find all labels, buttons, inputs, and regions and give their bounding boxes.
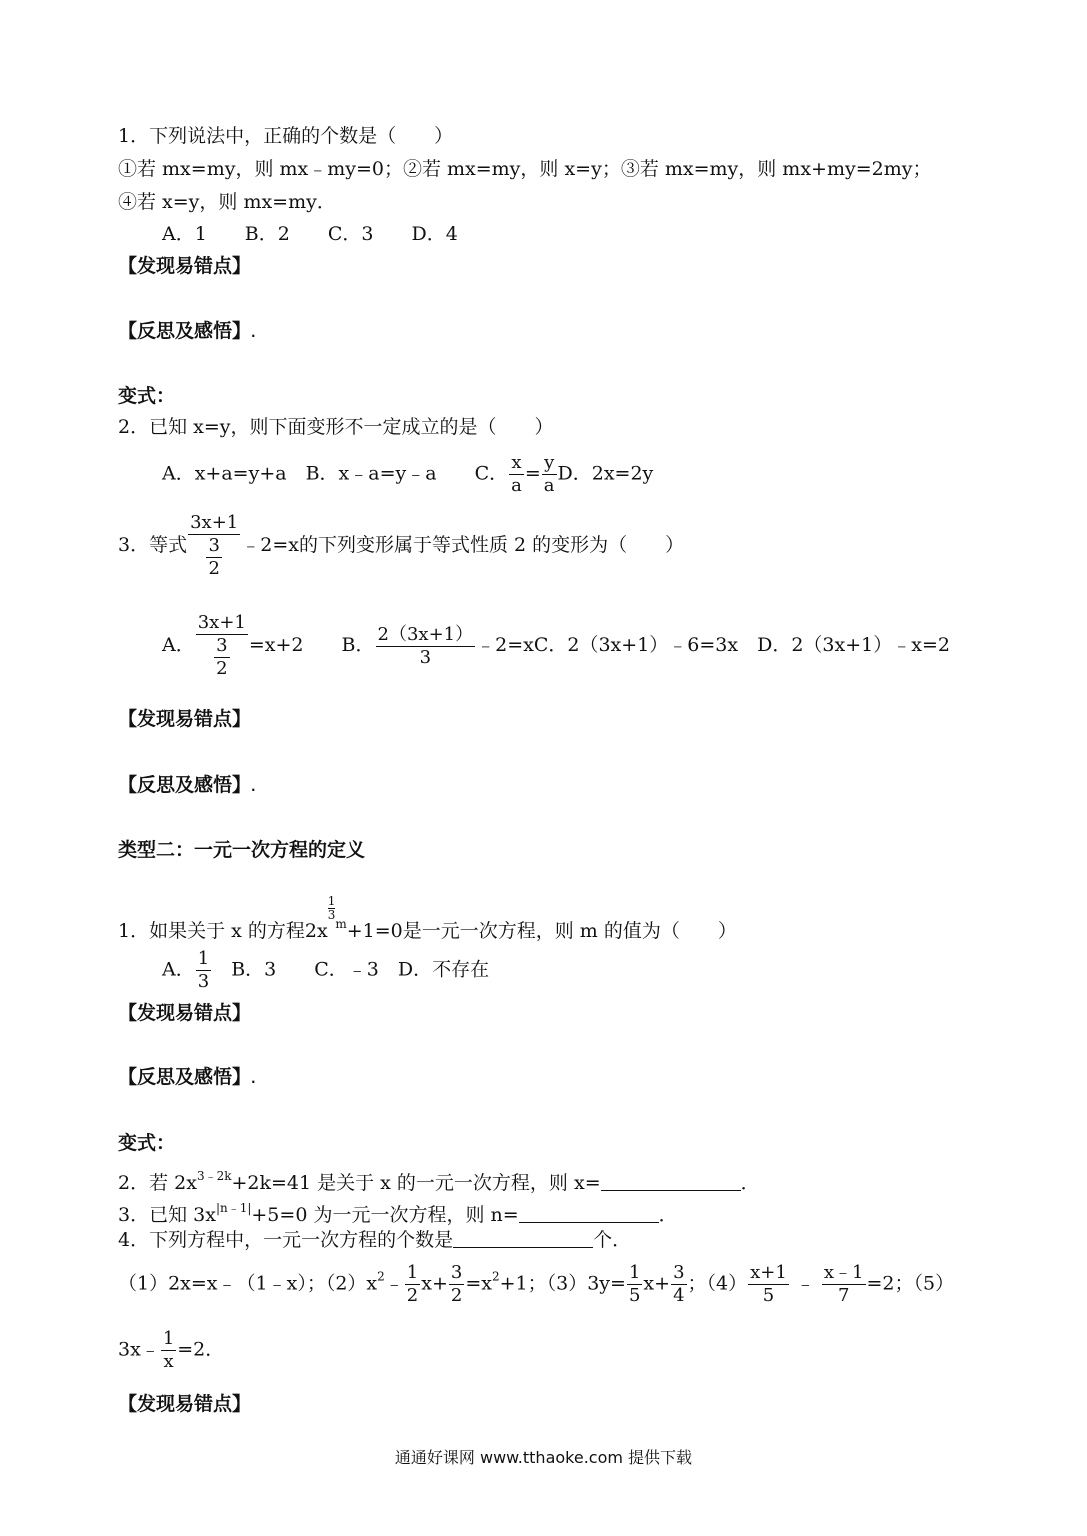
t2q3: 3．已知 $3x^{|n﹣1|}+5=0$ 为一元一次方程，则 n= ． [118,1201,678,1226]
q1-statements-2: ④若 x=y，则 mx=my． [118,191,336,213]
variant-label: 变式： [118,385,176,407]
q1-statements-1: ①若 mx=my，则 mx﹣my=0；②若 mx=my，则 x=y；③若 mx=my，则 mx+my=2my； [118,158,932,180]
t2q1-options: A． $\frac{1}{3}$ B．3 C．﹣3 D．不存在 [162,948,490,992]
fraction: $\frac{3x+1}{\frac{3}{2}}$ [197,612,246,679]
t2q4-equation-5: 3x﹣ $\frac{1}{x}$ =2． [118,1328,225,1372]
q3-title: 3．等式 $\frac{3x+1}{\frac{3}{2}}$ ﹣2=x的下列变形属于等式性质 2 的变形为（ ） [118,512,685,579]
type2-heading: 类型二：一元一次方程的定义 [118,839,366,861]
error-point-label: 【发现易错点】 [118,708,252,730]
fraction: $\frac{1}{3}$ [197,948,210,992]
answer-blank [453,1229,593,1248]
fraction: $\frac{y}{a}$ [543,452,555,496]
exponent: $\frac{1}{3}$ [327,894,336,922]
fraction: $\frac{3x+1}{\frac{3}{2}}$ [190,512,239,579]
reflection-label: 【反思及感悟】. [118,774,256,796]
t2q2: 2．若 $2x^{3﹣2k}+2k=41$ 是关于 x 的一元一次方程，则 x= ． [118,1169,760,1194]
error-point-label: 【发现易错点】 [118,255,252,277]
reflection-label: 【反思及感悟】. [118,1066,256,1088]
error-point-label: 【发现易错点】 [118,1393,252,1415]
q1-options: A．1 B．2 C．3 D．4 [162,223,458,245]
q2-options: A．x+a=y+a B．x﹣a=y﹣a C． $\frac{x}{a}$ = $\frac{y}{a}$ D．2x=2y [162,452,654,496]
q1-title: 1．下列说法中，正确的个数是（ ） [118,125,454,147]
reflection-label: 【反思及感悟】. [118,320,256,342]
answer-blank [519,1204,659,1223]
error-point-label: 【发现易错点】 [118,1002,252,1024]
q3-options: A． $\frac{3x+1}{\frac{3}{2}}$ =x+2 B． $\frac{2(3x+1)}{3}$ ﹣2=xC．2（3x+1）﹣6=3x D．2（3x+1）﹣x=2 [162,612,950,679]
fraction: $\frac{2(3x+1)}{3}$ [377,623,474,668]
t2q4-equations: （1）2x=x﹣（1﹣x）；$(2)x^2﹣$ $\frac{1}{2}$ x+ $\frac{3}{2}$ $=x^2+1$；（3）3y= $\frac{1}{5}$ x+ $\frac{3}{4}$ ；（4） $\frac{x+1}{5}$ ﹣ $\frac{x﹣1}{7}$ =2；（5） [118,1262,955,1306]
variant-label: 变式： [118,1132,176,1154]
q2-title: 2．已知 x=y，则下面变形不一定成立的是（ ） [118,416,554,438]
answer-blank [601,1172,741,1191]
fraction: $\frac{x}{a}$ [511,452,522,496]
t2q4-title: 4．下列方程中，一元一次方程的个数是 个． [118,1229,632,1251]
t2q1-title: 1．如果关于 x 的方程2x $\frac{1}{3}^m+1=0$是一元一次方程，则 m 的值为（ ） [118,894,737,942]
footer: 通通好课网 www.tthaoke.com 提供下载 [394,1448,693,1467]
